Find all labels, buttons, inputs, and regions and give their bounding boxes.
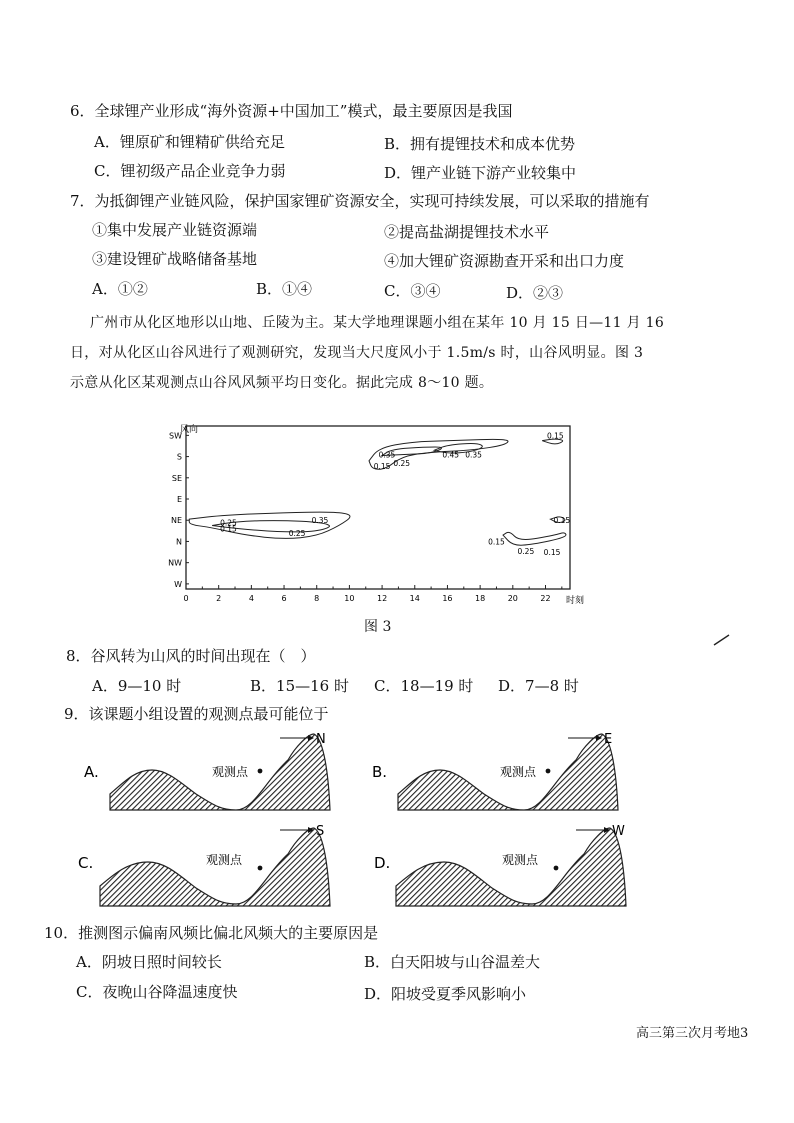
diagram-c-terrain	[100, 828, 330, 906]
contour-label: 0.15	[220, 524, 237, 534]
diagram-d-letter: D.	[374, 854, 391, 872]
contour-label: 0.15	[488, 537, 505, 547]
passage-line-3: 示意从化区某观测点山谷风风频平均日变化。据此完成 8～10 题。	[70, 375, 494, 391]
diagram-a-direction: N	[316, 732, 326, 747]
y-tick-label: W	[174, 579, 182, 589]
pen-mark	[712, 632, 732, 648]
y-axis-label: 风向	[180, 425, 199, 435]
figure-caption: 图 3	[364, 619, 392, 635]
contour-label: 0.15	[373, 462, 391, 472]
x-tick-label: 0	[183, 594, 189, 603]
q6-option-c: C．锂初级产品企业竞争力弱	[94, 162, 286, 180]
contour-label: 0.15	[553, 516, 571, 526]
contour-label: 0.15	[546, 431, 564, 441]
q7-measure-1: ①集中发展产业链资源端	[92, 221, 258, 239]
y-tick-label: N	[176, 537, 182, 547]
diagram-d	[374, 824, 626, 906]
y-tick-label: SE	[171, 473, 182, 483]
diagram-d-direction: W	[612, 824, 625, 839]
contour-label: 0.35	[311, 516, 329, 526]
contour-label: 0.35	[378, 450, 396, 460]
x-tick-label: 10	[344, 594, 355, 603]
x-tick-label: 14	[409, 594, 420, 603]
q7-option-b: B．①④	[256, 280, 313, 298]
diagram-d-terrain	[396, 828, 626, 906]
x-axis-label: 时刻	[566, 596, 585, 606]
diagram-b-point-label: 观测点	[500, 765, 537, 779]
contour-label: 0.25	[517, 546, 535, 556]
diagram-c-point-label: 观测点	[206, 853, 243, 867]
x-tick-label: 8	[314, 594, 320, 603]
q10-option-d: D．阳坡受夏季风影响小	[364, 985, 527, 1003]
q6-stem: 6．全球锂产业形成“海外资源+中国加工”模式，最主要原因是我国	[70, 102, 513, 120]
diagram-a	[84, 732, 330, 810]
q10-option-b: B．白天阳坡与山谷温差大	[364, 953, 541, 971]
diagram-a-letter: A.	[84, 763, 99, 781]
q8-option-a: A．9—10 时	[92, 677, 182, 695]
wind-frequency-contour-chart	[160, 418, 600, 610]
q10-option-c: C．夜晚山谷降温速度快	[76, 983, 238, 1001]
q8-option-c: C．18—19 时	[374, 677, 474, 695]
q7-measure-3: ③建设锂矿战略储备基地	[92, 250, 258, 268]
y-tick-label: S	[176, 452, 182, 462]
y-tick-label: SW	[169, 431, 182, 441]
q6-option-b: B．拥有提锂技术和成本优势	[384, 135, 576, 153]
passage-line-2: 日，对从化区山谷风进行了观测研究，发现当大尺度风小于 1.5m/s 时，山谷风明显。图 3	[70, 345, 644, 361]
q7-option-d: D．②③	[506, 284, 564, 302]
q10-stem: 10．推测图示偏南风频比偏北风频大的主要原因是	[44, 924, 379, 942]
x-tick-label: 12	[376, 594, 388, 603]
contour-label: 0.45	[442, 450, 460, 460]
diagram-c-letter: C.	[78, 854, 94, 872]
x-tick-label: 16	[442, 594, 453, 603]
y-tick-label: E	[176, 495, 182, 505]
terrain-diagrams	[70, 724, 760, 924]
contour-label: 0.35	[465, 450, 482, 460]
q8-option-b: B．15—16 时	[250, 677, 349, 695]
x-tick-label: 18	[475, 594, 486, 603]
diagram-c-direction: S	[316, 824, 325, 839]
q6-option-d: D．锂产业链下游产业较集中	[384, 164, 577, 182]
x-tick-label: 4	[248, 594, 254, 603]
page-footer: 高三第三次月考地3	[636, 1026, 749, 1041]
q8-stem: 8．谷风转为山风的时间出现在（ ）	[66, 647, 316, 665]
y-tick-label: NW	[168, 558, 182, 568]
y-tick-label: NE	[170, 516, 182, 526]
q8-option-d: D．7—8 时	[498, 677, 579, 695]
diagram-d-point-label: 观测点	[502, 853, 539, 867]
q6-option-a: A．锂原矿和锂精矿供给充足	[94, 133, 285, 151]
q7-option-c: C．③④	[384, 282, 441, 300]
contour-label: 0.25	[288, 528, 306, 538]
contour-label: 0.25	[220, 518, 237, 528]
diagram-b	[372, 732, 618, 810]
x-tick-label: 20	[507, 594, 518, 603]
x-tick-label: 2	[216, 594, 222, 603]
diagram-b-letter: B.	[372, 763, 388, 781]
x-tick-label: 22	[540, 594, 551, 603]
diagram-a-point-label: 观测点	[212, 765, 249, 779]
diagram-c	[78, 824, 330, 906]
passage-line-1: 广州市从化区地形以山地、丘陵为主。某大学地理课题小组在某年 10 月 15 日—11 月 16	[90, 315, 665, 331]
q7-option-a: A．①②	[92, 280, 148, 298]
q7-measure-2: ②提高盐湖提锂技术水平	[384, 223, 550, 241]
q9-stem: 9．该课题小组设置的观测点最可能位于	[64, 705, 329, 723]
diagram-b-direction: E	[604, 732, 613, 747]
contour-label: 0.25	[393, 458, 411, 468]
q7-stem: 7．为抵御锂产业链风险，保护国家锂矿资源安全，实现可持续发展，可以采取的措施有	[70, 192, 650, 210]
x-tick-label: 6	[281, 594, 287, 603]
contour-label: 0.15	[543, 548, 561, 558]
q7-measure-4: ④加大锂矿资源勘查开采和出口力度	[384, 252, 625, 270]
contour-line	[503, 532, 566, 545]
q10-option-a: A．阴坡日照时间较长	[76, 953, 222, 971]
